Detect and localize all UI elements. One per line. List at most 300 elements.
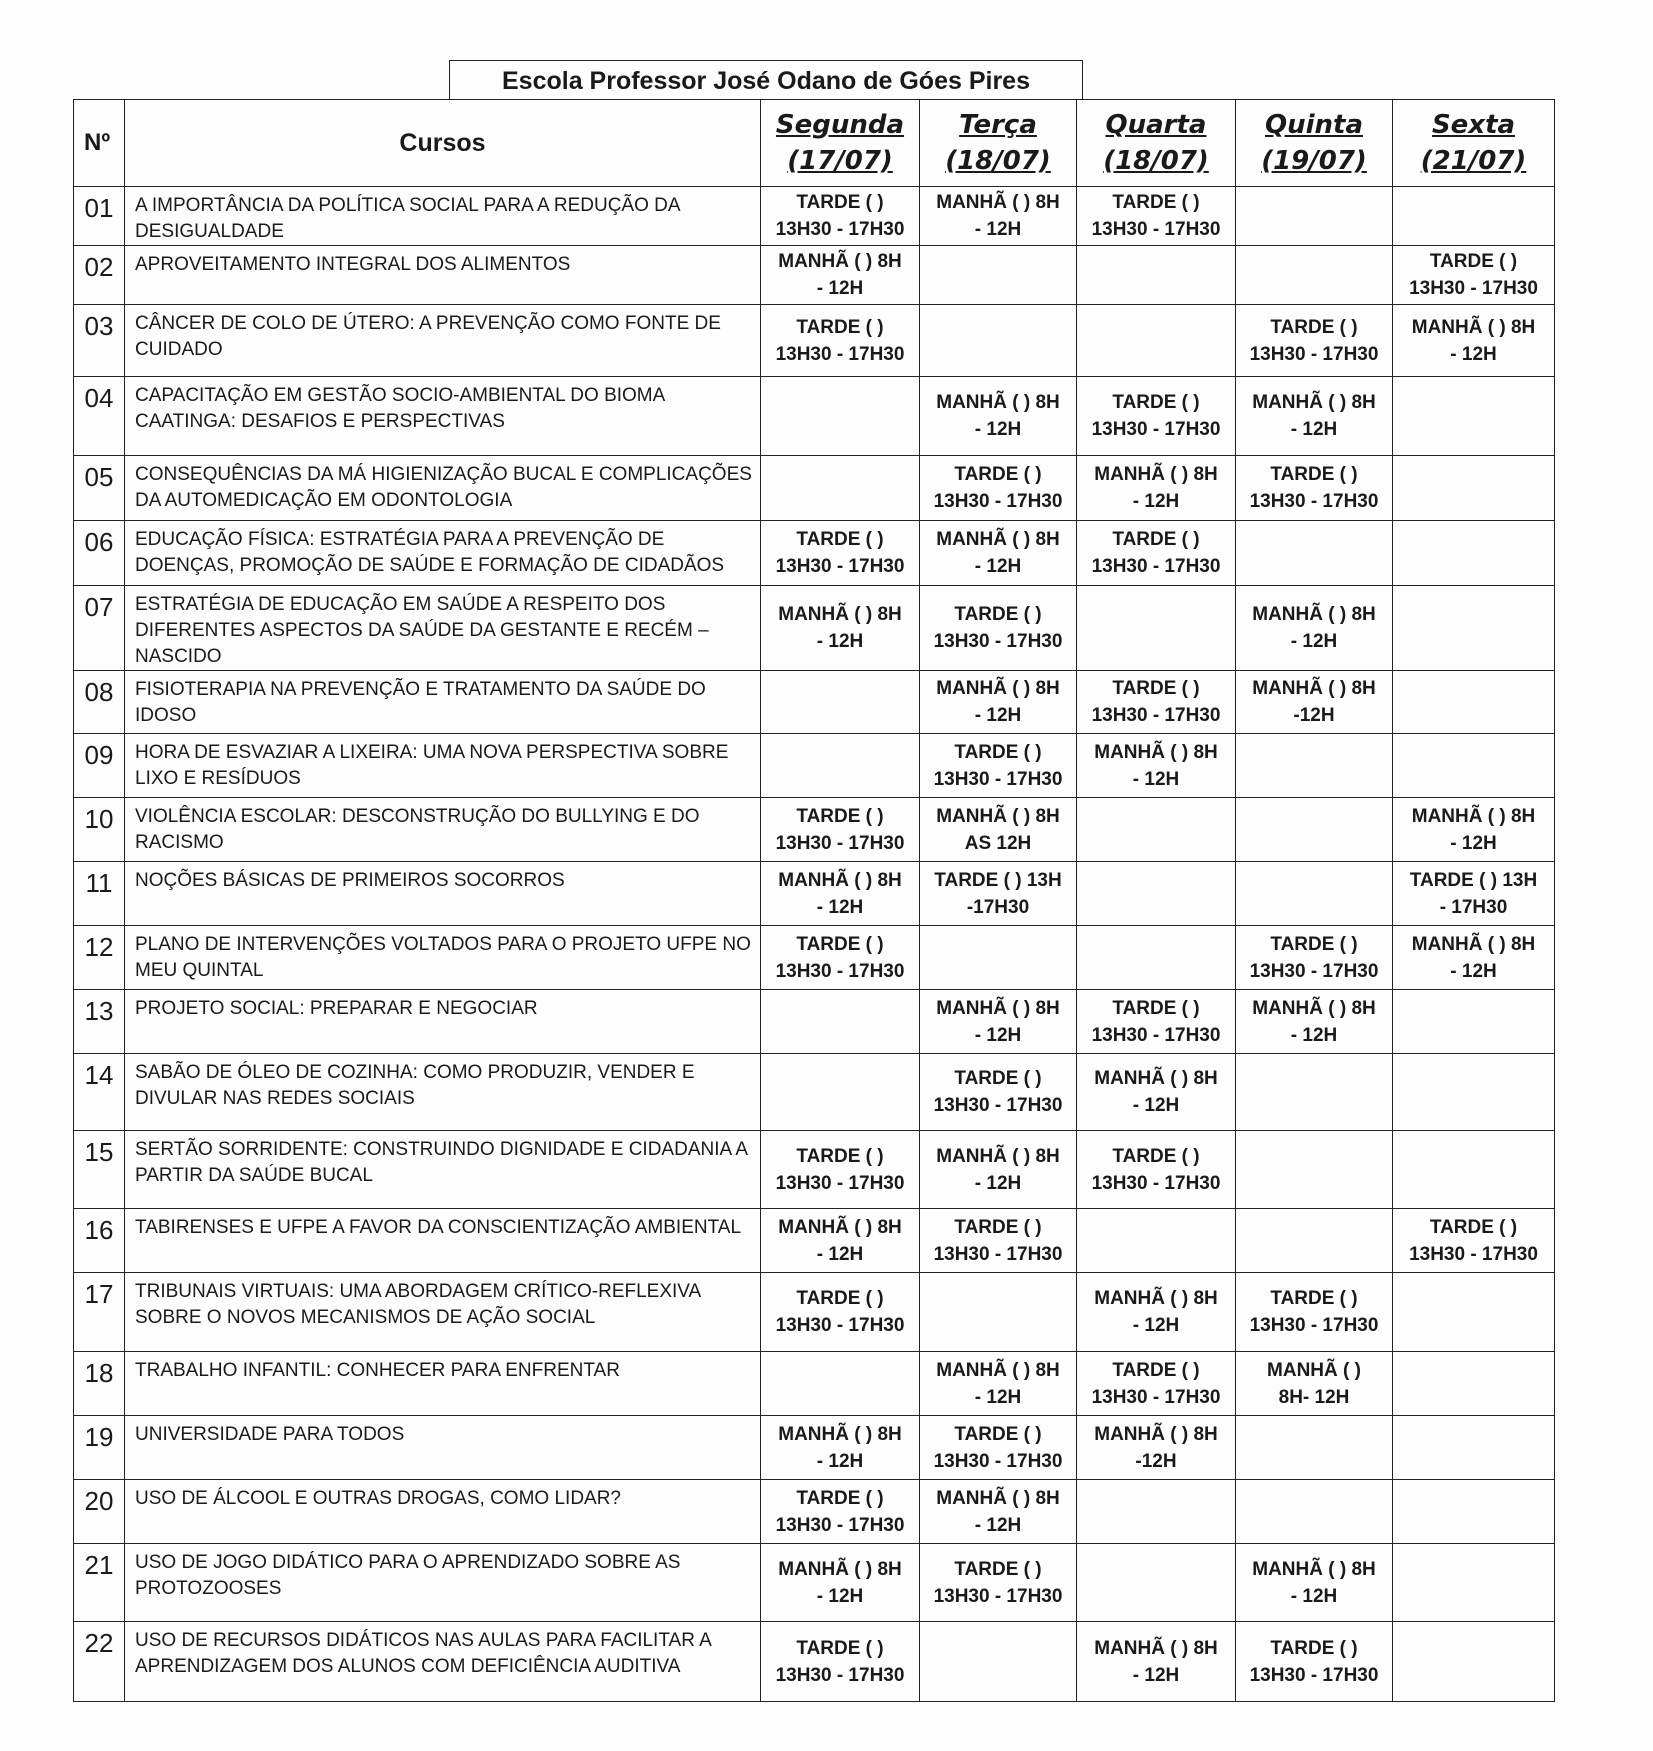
slot-time: 13H30 - 17H30 <box>1091 1024 1221 1046</box>
schedule-slot <box>1077 798 1236 862</box>
school-title: Escola Professor José Odano de Góes Pires <box>449 60 1083 100</box>
slot-time: -12H <box>1135 1450 1177 1472</box>
slot-shift: MANHÃ ( ) 8H <box>778 1216 902 1238</box>
slot-time: 13H30 - 17H30 <box>775 343 905 365</box>
row-number: 13 <box>74 990 125 1054</box>
slot-time: 13H30 - 17H30 <box>933 768 1063 790</box>
schedule-slot <box>1236 305 1393 377</box>
slot-time: 13H30 - 17H30 <box>933 1243 1063 1265</box>
schedule-slot <box>920 926 1077 990</box>
course-name: A IMPORTÂNCIA DA POLÍTICA SOCIAL PARA A REDUÇÃO DA DESIGUALDADE <box>125 187 761 246</box>
schedule-slot <box>920 377 1077 456</box>
slot-time: - 12H <box>974 1514 1022 1536</box>
schedule-slot <box>1077 187 1236 246</box>
slot-time: 13H30 - 17H30 <box>1249 491 1379 512</box>
slot-time: 13H30 - 17H30 <box>775 832 905 854</box>
day-date: (18/07) <box>945 146 1051 176</box>
slot-time: 13H30 - 17H30 <box>933 491 1063 512</box>
schedule-slot <box>1077 377 1236 456</box>
schedule-body <box>74 187 1555 1702</box>
schedule-slot <box>1393 926 1555 990</box>
slot-time: -12H <box>1293 705 1335 726</box>
row-number: 02 <box>74 246 125 305</box>
schedule-slot <box>1393 1352 1555 1416</box>
table-row <box>74 990 1555 1054</box>
header-day-quarta <box>1077 100 1236 187</box>
row-number: 12 <box>74 926 125 990</box>
schedule-slot <box>920 456 1077 521</box>
schedule-slot <box>1393 1416 1555 1480</box>
row-number: 11 <box>74 862 125 926</box>
row-number: 06 <box>74 521 125 586</box>
slot-time: - 12H <box>816 896 864 918</box>
slot-shift: MANHÃ ( ) 8H <box>936 529 1060 550</box>
schedule-slot <box>920 862 1077 926</box>
header-row <box>74 100 1555 187</box>
schedule-slot <box>1236 586 1393 671</box>
schedule-slot <box>1077 1352 1236 1416</box>
table-row <box>74 246 1555 305</box>
schedule-slot <box>1236 926 1393 990</box>
schedule-slot <box>920 187 1077 246</box>
slot-shift: TARDE ( ) <box>1112 529 1200 550</box>
slot-time: 13H30 - 17H30 <box>775 219 905 240</box>
schedule-slot <box>761 862 920 926</box>
schedule-slot <box>1236 798 1393 862</box>
schedule-slot <box>761 990 920 1054</box>
slot-time: - 12H <box>1132 1095 1180 1116</box>
course-name: VIOLÊNCIA ESCOLAR: DESCONSTRUÇÃO DO BULLYING E DO RACISMO <box>125 798 761 862</box>
slot-shift: TARDE ( ) <box>1112 1359 1200 1381</box>
slot-shift: TARDE ( ) 13H <box>934 869 1062 891</box>
schedule-slot <box>1236 377 1393 456</box>
slot-shift: TARDE ( ) 13H <box>1409 869 1538 891</box>
slot-shift: TARDE ( ) <box>1429 251 1518 272</box>
slot-time: - 12H <box>816 1585 864 1607</box>
schedule-slot <box>1077 1209 1236 1273</box>
schedule-slot <box>1393 798 1555 862</box>
schedule-slot <box>761 1131 920 1209</box>
schedule-slot <box>1236 1622 1393 1702</box>
slot-shift: MANHÃ ( ) 8H <box>1094 1288 1218 1309</box>
slot-time: - 12H <box>1290 1585 1338 1607</box>
schedule-slot <box>920 1544 1077 1622</box>
slot-shift: TARDE ( ) <box>796 529 884 550</box>
schedule-slot <box>1077 1480 1236 1544</box>
schedule-slot <box>1393 1480 1555 1544</box>
course-name: SABÃO DE ÓLEO DE COZINHA: COMO PRODUZIR, VENDER E DIVULAR NAS REDES SOCIAIS <box>125 1054 761 1131</box>
schedule-slot <box>1236 862 1393 926</box>
header-cursos: Cursos <box>125 100 761 187</box>
course-name: FISIOTERAPIA NA PREVENÇÃO E TRATAMENTO DA SAÚDE DO IDOSO <box>125 671 761 734</box>
schedule-slot <box>1236 1416 1393 1480</box>
slot-shift: MANHÃ ( ) 8H <box>1094 741 1218 763</box>
schedule-slot <box>1393 1054 1555 1131</box>
slot-shift: MANHÃ ( ) 8H <box>1411 316 1536 338</box>
table-row <box>74 734 1555 798</box>
slot-shift: TARDE ( ) <box>796 933 884 955</box>
schedule-slot <box>1236 187 1393 246</box>
schedule-slot <box>1236 734 1393 798</box>
slot-shift: MANHÃ ( ) 8H <box>936 805 1060 827</box>
schedule-slot <box>1393 1544 1555 1622</box>
slot-shift: TARDE ( ) <box>954 1423 1042 1445</box>
schedule-slot <box>1393 1273 1555 1352</box>
schedule-slot <box>1236 246 1393 305</box>
schedule-slot <box>1077 1273 1236 1352</box>
slot-time: - 12H <box>1132 768 1180 790</box>
slot-time: - 12H <box>816 278 864 299</box>
schedule-slot <box>1393 305 1555 377</box>
schedule-slot <box>1077 521 1236 586</box>
schedule-slot <box>1393 990 1555 1054</box>
day-name: Sexta <box>1431 110 1516 140</box>
course-name: TABIRENSES E UFPE A FAVOR DA CONSCIENTIZAÇÃO AMBIENTAL <box>125 1209 761 1273</box>
row-number: 05 <box>74 456 125 521</box>
slot-time: 13H30 - 17H30 <box>1091 705 1221 726</box>
schedule-slot <box>1393 1209 1555 1273</box>
day-name: Quinta <box>1264 110 1363 140</box>
day-date: (19/07) <box>1261 146 1367 176</box>
slot-time: - 12H <box>974 1024 1022 1046</box>
header-day-sexta <box>1393 100 1555 187</box>
day-name: Terça <box>959 110 1037 140</box>
slot-time: - 12H <box>1290 631 1338 652</box>
slot-time: 13H30 - 17H30 <box>1409 278 1538 299</box>
course-name: TRIBUNAIS VIRTUAIS: UMA ABORDAGEM CRÍTICO-REFLEXIVA SOBRE O NOVOS MECANISMOS DE AÇÃO SOCIAL <box>125 1273 761 1352</box>
table-row <box>74 926 1555 990</box>
schedule-slot <box>1077 734 1236 798</box>
schedule-slot <box>761 1480 920 1544</box>
schedule-slot <box>1077 246 1236 305</box>
course-name: CAPACITAÇÃO EM GESTÃO SOCIO-AMBIENTAL DO BIOMA CAATINGA: DESAFIOS E PERSPECTIVAS <box>125 377 761 456</box>
day-name: Segunda <box>775 110 905 140</box>
schedule-slot <box>1077 1131 1236 1209</box>
schedule-slot <box>1236 1209 1393 1273</box>
schedule-slot <box>1393 586 1555 671</box>
schedule-slot <box>761 1416 920 1480</box>
slot-shift: MANHÃ ( ) 8H <box>1094 1423 1218 1445</box>
schedule-slot <box>761 305 920 377</box>
slot-shift: TARDE ( ) <box>796 192 884 213</box>
course-name: UNIVERSIDADE PARA TODOS <box>125 1416 761 1480</box>
slot-shift: MANHÃ ( ) 8H <box>778 1558 902 1580</box>
slot-time: - 12H <box>1132 491 1180 512</box>
row-number: 19 <box>74 1416 125 1480</box>
schedule-slot <box>1393 1622 1555 1702</box>
table-row <box>74 377 1555 456</box>
schedule-slot <box>761 187 920 246</box>
schedule-slot <box>920 671 1077 734</box>
slot-time: 13H30 - 17H30 <box>775 960 905 982</box>
slot-time: -17H30 <box>966 896 1030 918</box>
slot-time: - 12H <box>816 1243 864 1265</box>
schedule-slot <box>1077 586 1236 671</box>
table-row <box>74 1352 1555 1416</box>
schedule-slot <box>1393 862 1555 926</box>
slot-time: - 12H <box>1290 1024 1338 1046</box>
day-name: Quarta <box>1105 110 1207 140</box>
schedule-slot <box>1393 1131 1555 1209</box>
row-number: 21 <box>74 1544 125 1622</box>
schedule-slot <box>761 1209 920 1273</box>
schedule-slot <box>1077 1544 1236 1622</box>
row-number: 03 <box>74 305 125 377</box>
schedule-slot <box>1077 926 1236 990</box>
slot-shift: TARDE ( ) <box>796 805 884 827</box>
slot-shift: TARDE ( ) <box>954 604 1042 625</box>
schedule-slot <box>920 990 1077 1054</box>
schedule-table <box>73 99 1555 1702</box>
schedule-slot <box>920 1054 1077 1131</box>
table-row <box>74 521 1555 586</box>
schedule-slot <box>920 1131 1077 1209</box>
slot-shift: TARDE ( ) <box>1270 933 1358 955</box>
slot-shift: TARDE ( ) <box>954 741 1042 763</box>
schedule-slot <box>1393 521 1555 586</box>
row-number: 15 <box>74 1131 125 1209</box>
schedule-slot <box>920 1480 1077 1544</box>
day-date: (21/07) <box>1420 146 1527 176</box>
row-number: 22 <box>74 1622 125 1702</box>
row-number: 07 <box>74 586 125 671</box>
slot-time: 13H30 - 17H30 <box>1409 1243 1538 1265</box>
slot-time: - 12H <box>1450 960 1497 982</box>
course-name: USO DE ÁLCOOL E OUTRAS DROGAS, COMO LIDAR? <box>125 1480 761 1544</box>
slot-time: - 12H <box>974 556 1022 577</box>
row-number: 08 <box>74 671 125 734</box>
course-name: SERTÃO SORRIDENTE: CONSTRUINDO DIGNIDADE E CIDADANIA A PARTIR DA SAÚDE BUCAL <box>125 1131 761 1209</box>
course-name: HORA DE ESVAZIAR A LIXEIRA: UMA NOVA PERSPECTIVA SOBRE LIXO E RESÍDUOS <box>125 734 761 798</box>
schedule-slot <box>1393 246 1555 305</box>
slot-shift: MANHÃ ( ) 8H <box>1252 604 1376 625</box>
slot-time: 13H30 - 17H30 <box>1091 419 1221 440</box>
course-name: EDUCAÇÃO FÍSICA: ESTRATÉGIA PARA A PREVENÇÃO DE DOENÇAS, PROMOÇÃO DE SAÚDE E FORMAÇÃO DE CIDADÃOS <box>125 521 761 586</box>
schedule-slot <box>920 1209 1077 1273</box>
table-row <box>74 1209 1555 1273</box>
slot-shift: MANHÃ ( ) 8H <box>1411 933 1536 955</box>
slot-shift: MANHÃ ( ) 8H <box>778 251 902 272</box>
slot-shift: TARDE ( ) <box>1112 997 1200 1019</box>
row-number: 17 <box>74 1273 125 1352</box>
slot-time: 13H30 - 17H30 <box>1249 343 1379 365</box>
row-number: 04 <box>74 377 125 456</box>
slot-time: - 17H30 <box>1439 896 1508 918</box>
table-row <box>74 1273 1555 1352</box>
slot-time: 13H30 - 17H30 <box>1249 960 1379 982</box>
schedule-slot <box>1236 1054 1393 1131</box>
slot-shift: TARDE ( ) <box>954 1216 1042 1238</box>
slot-time: - 12H <box>974 419 1022 440</box>
slot-time: 13H30 - 17H30 <box>933 1450 1063 1472</box>
slot-time: - 12H <box>816 1450 864 1472</box>
slot-shift: MANHÃ ( ) 8H <box>936 997 1060 1019</box>
schedule-slot <box>1393 734 1555 798</box>
slot-shift: MANHÃ ( ) 8H <box>936 192 1060 213</box>
schedule-slot <box>1077 456 1236 521</box>
schedule-slot <box>1236 456 1393 521</box>
course-name: CÂNCER DE COLO DE ÚTERO: A PREVENÇÃO COMO FONTE DE CUIDADO <box>125 305 761 377</box>
course-name: PROJETO SOCIAL: PREPARAR E NEGOCIAR <box>125 990 761 1054</box>
slot-time: - 12H <box>816 631 864 652</box>
slot-shift: MANHÃ ( ) 8H <box>1252 678 1376 699</box>
schedule-slot <box>761 671 920 734</box>
schedule-slot <box>1236 1480 1393 1544</box>
schedule-slot <box>761 1544 920 1622</box>
row-number: 01 <box>74 187 125 246</box>
slot-time: 13H30 - 17H30 <box>1249 1664 1379 1686</box>
slot-time: - 12H <box>974 1172 1022 1194</box>
table-row <box>74 1480 1555 1544</box>
slot-shift: MANHÃ ( ) 8H <box>778 1423 902 1445</box>
table-row <box>74 798 1555 862</box>
schedule-slot <box>1236 1544 1393 1622</box>
slot-shift: MANHÃ ( ) 8H <box>1094 464 1218 485</box>
slot-time: - 12H <box>1132 1315 1180 1336</box>
schedule-slot <box>1236 1352 1393 1416</box>
slot-shift: TARDE ( ) <box>796 1487 884 1509</box>
row-number: 14 <box>74 1054 125 1131</box>
schedule-slot <box>761 586 920 671</box>
slot-shift: TARDE ( ) <box>1112 1145 1200 1167</box>
slot-time: 13H30 - 17H30 <box>1249 1315 1379 1336</box>
slot-shift: TARDE ( ) <box>796 1637 884 1659</box>
slot-shift: TARDE ( ) <box>1429 1216 1518 1238</box>
schedule-slot <box>761 456 920 521</box>
slot-shift: MANHÃ ( ) <box>1267 1359 1361 1381</box>
schedule-slot <box>1393 671 1555 734</box>
header-day-quinta <box>1236 100 1393 187</box>
row-number: 10 <box>74 798 125 862</box>
course-name: CONSEQUÊNCIAS DA MÁ HIGIENIZAÇÃO BUCAL E COMPLICAÇÕES DA AUTOMEDICAÇÃO EM ODONTOLOGIA <box>125 456 761 521</box>
table-row <box>74 456 1555 521</box>
slot-shift: TARDE ( ) <box>796 316 884 338</box>
slot-shift: TARDE ( ) <box>1270 316 1358 338</box>
schedule-slot <box>1077 1622 1236 1702</box>
schedule-slot <box>761 246 920 305</box>
slot-time: 13H30 - 17H30 <box>1091 1386 1221 1408</box>
slot-shift: TARDE ( ) <box>954 1558 1042 1580</box>
table-row <box>74 671 1555 734</box>
row-number: 09 <box>74 734 125 798</box>
header-num: Nº <box>74 100 125 187</box>
schedule-slot <box>1393 377 1555 456</box>
table-row <box>74 1131 1555 1209</box>
schedule-slot <box>761 1352 920 1416</box>
slot-time: - 12H <box>974 1386 1022 1408</box>
schedule-slot <box>761 734 920 798</box>
slot-shift: MANHÃ ( ) 8H <box>1252 997 1376 1019</box>
slot-time: 13H30 - 17H30 <box>775 556 905 577</box>
slot-shift: MANHÃ ( ) 8H <box>778 869 902 891</box>
slot-shift: MANHÃ ( ) 8H <box>1252 392 1376 413</box>
schedule-slot <box>761 926 920 990</box>
row-number: 20 <box>74 1480 125 1544</box>
course-name: APROVEITAMENTO INTEGRAL DOS ALIMENTOS <box>125 246 761 305</box>
slot-time: 13H30 - 17H30 <box>775 1315 905 1336</box>
schedule-slot <box>1077 671 1236 734</box>
schedule-slot <box>920 1416 1077 1480</box>
schedule-slot <box>761 1273 920 1352</box>
table-row <box>74 1054 1555 1131</box>
slot-shift: TARDE ( ) <box>954 1068 1042 1089</box>
schedule-slot <box>1077 305 1236 377</box>
slot-shift: TARDE ( ) <box>1270 464 1358 485</box>
table-row <box>74 586 1555 671</box>
schedule-slot <box>1236 671 1393 734</box>
header-day-terca <box>920 100 1077 187</box>
schedule-slot <box>920 734 1077 798</box>
schedule-slot <box>920 521 1077 586</box>
slot-shift: MANHÃ ( ) 8H <box>936 392 1060 413</box>
course-name: ESTRATÉGIA DE EDUCAÇÃO EM SAÚDE A RESPEITO DOS DIFERENTES ASPECTOS DA SAÚDE DA GESTANTE E RECÉM –NASCIDO <box>125 586 761 671</box>
schedule-slot <box>1077 1416 1236 1480</box>
schedule-slot <box>1077 1054 1236 1131</box>
slot-shift: MANHÃ ( ) 8H <box>1252 1558 1376 1580</box>
slot-shift: TARDE ( ) <box>1270 1637 1358 1659</box>
schedule-slot <box>761 1054 920 1131</box>
course-name: USO DE RECURSOS DIDÁTICOS NAS AULAS PARA FACILITAR A APRENDIZAGEM DOS ALUNOS COM DEFICIÊNCIA AUDITIVA <box>125 1622 761 1702</box>
schedule-slot <box>1393 187 1555 246</box>
slot-time: 13H30 - 17H30 <box>1091 1172 1221 1194</box>
slot-time: 13H30 - 17H30 <box>933 1585 1063 1607</box>
schedule-slot <box>1236 521 1393 586</box>
schedule-slot <box>920 1352 1077 1416</box>
schedule-slot <box>1077 862 1236 926</box>
slot-shift: TARDE ( ) <box>1112 192 1200 213</box>
schedule-slot <box>761 798 920 862</box>
slot-time: AS 12H <box>964 832 1032 854</box>
day-date: (18/07) <box>1103 146 1209 176</box>
course-name: PLANO DE INTERVENÇÕES VOLTADOS PARA O PROJETO UFPE NO MEU QUINTAL <box>125 926 761 990</box>
schedule-slot <box>920 798 1077 862</box>
slot-shift: TARDE ( ) <box>796 1288 884 1309</box>
slot-time: - 12H <box>974 705 1022 726</box>
slot-shift: MANHÃ ( ) 8H <box>1094 1637 1218 1659</box>
slot-shift: TARDE ( ) <box>1270 1288 1358 1309</box>
slot-time: 13H30 - 17H30 <box>1091 219 1221 240</box>
schedule-slot <box>1236 1273 1393 1352</box>
slot-shift: MANHÃ ( ) 8H <box>778 604 902 625</box>
schedule-slot <box>761 377 920 456</box>
row-number: 18 <box>74 1352 125 1416</box>
slot-shift: MANHÃ ( ) 8H <box>936 678 1060 699</box>
schedule-slot <box>920 1273 1077 1352</box>
slot-shift: MANHÃ ( ) 8H <box>936 1359 1060 1381</box>
slot-time: 13H30 - 17H30 <box>1091 556 1221 577</box>
header-day-segunda <box>761 100 920 187</box>
table-row <box>74 187 1555 246</box>
schedule-slot <box>1077 990 1236 1054</box>
schedule-slot <box>920 586 1077 671</box>
table-row <box>74 1544 1555 1622</box>
schedule-slot <box>920 305 1077 377</box>
row-number: 16 <box>74 1209 125 1273</box>
schedule-slot <box>761 1622 920 1702</box>
day-date: (17/07) <box>787 146 893 176</box>
table-row <box>74 862 1555 926</box>
slot-time: - 12H <box>974 219 1022 240</box>
slot-time: 13H30 - 17H30 <box>775 1172 905 1194</box>
schedule-slot <box>920 246 1077 305</box>
slot-shift: TARDE ( ) <box>1112 392 1200 413</box>
course-name: TRABALHO INFANTIL: CONHECER PARA ENFRENTAR <box>125 1352 761 1416</box>
slot-time: 13H30 - 17H30 <box>775 1514 905 1536</box>
schedule-slot <box>1393 456 1555 521</box>
slot-time: 8H- 12H <box>1278 1386 1350 1408</box>
schedule-slot <box>920 1622 1077 1702</box>
table-row <box>74 1622 1555 1702</box>
